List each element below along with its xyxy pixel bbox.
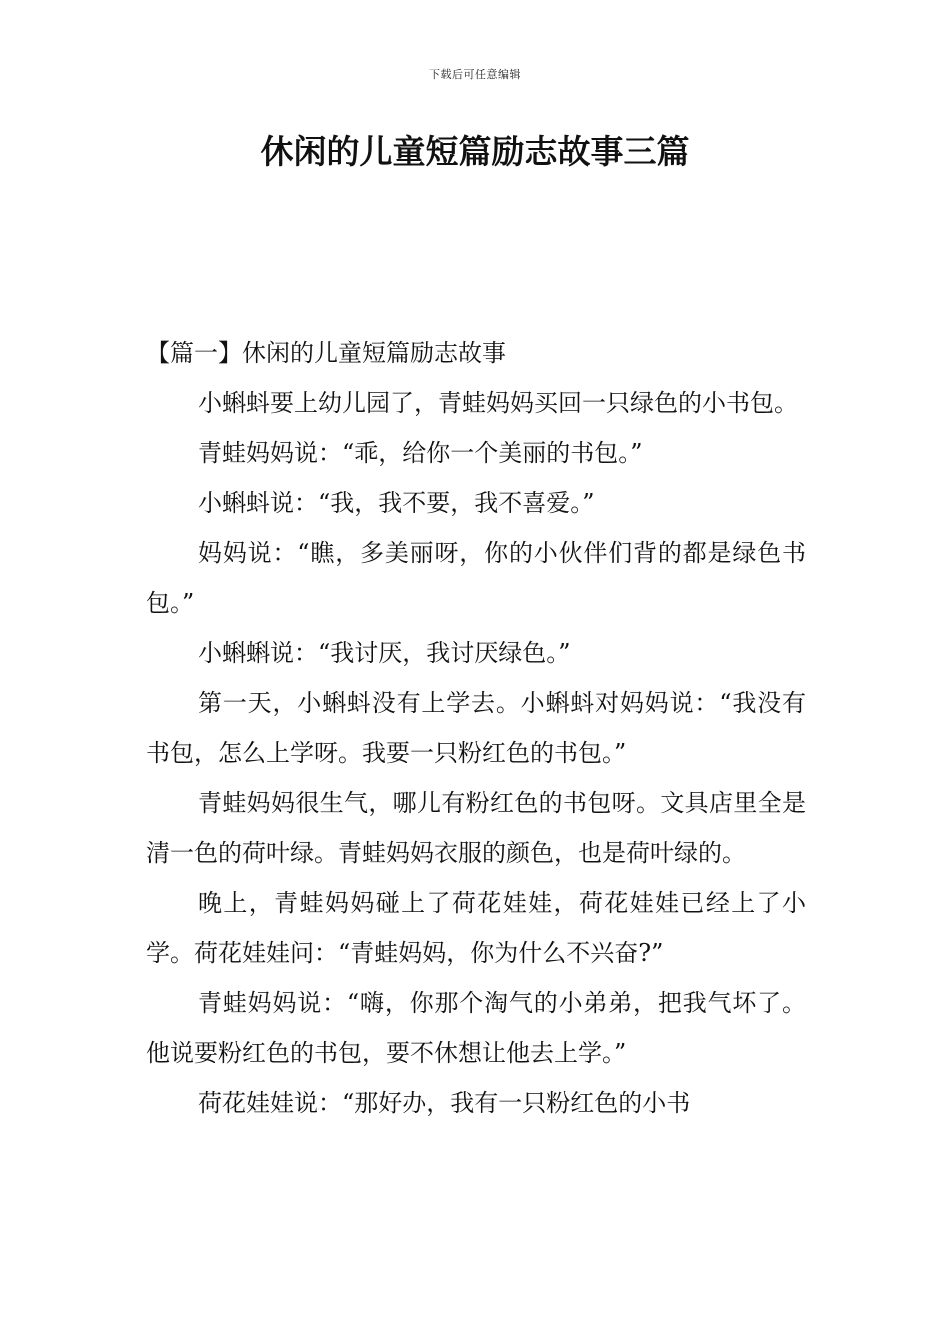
paragraph: 荷花娃娃说：“那好办，我有一只粉红色的小书 <box>198 1089 691 1117</box>
paragraph: 第一天，小蝌蚪没有上学去。小蝌蚪对妈妈说：“我没有书包，怎么上学呀。我要一只粉红色的书包。” <box>146 689 806 767</box>
paragraph: 青蛙妈妈说：“乖，给你一个美丽的书包。” <box>198 439 643 467</box>
document-body <box>146 328 806 1128</box>
paragraph: 妈妈说：“瞧，多美丽呀，你的小伙伴们背的都是绿色书包。” <box>146 539 806 617</box>
paragraph: 小蝌蚪说：“我，我不要，我不喜爱。” <box>198 489 595 517</box>
paragraph: 青蛙妈妈说：“嗨，你那个淘气的小弟弟，把我气坏了。他说要粉红色的书包，要不休想让他去上学。” <box>146 989 806 1067</box>
document-title: 休闲的儿童短篇励志故事三篇 <box>260 132 690 171</box>
paragraph: 小蝌蝌说：“我讨厌，我讨厌绿色。” <box>198 639 571 667</box>
section-heading: 【篇一】休闲的儿童短篇励志故事 <box>146 339 506 367</box>
paragraph: 青蛙妈妈很生气，哪儿有粉红色的书包呀。文具店里全是清一色的荷叶绿。青蛙妈妈衣服的颜色，也是荷叶绿的。 <box>146 789 806 867</box>
header-note: 下载后可任意编辑 <box>429 68 521 81</box>
paragraph: 晚上，青蛙妈妈碰上了荷花娃娃，荷花娃娃已经上了小学。荷花娃娃问：“青蛙妈妈，你为什么不兴奋?” <box>146 889 806 967</box>
paragraph: 小蝌蚪要上幼儿园了，青蛙妈妈买回一只绿色的小书包。 <box>198 389 798 417</box>
